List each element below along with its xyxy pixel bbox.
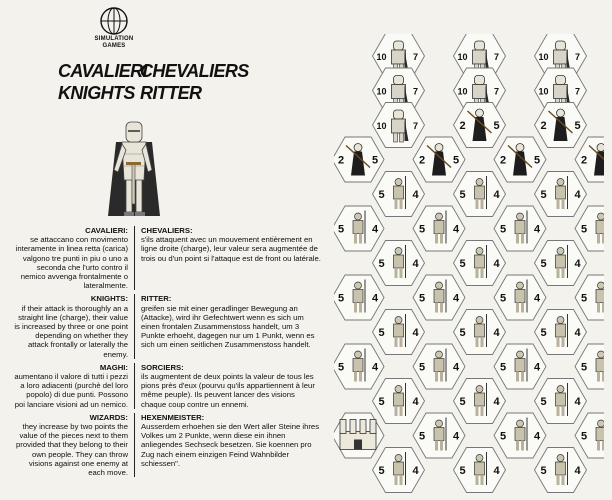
- piece-value-left: 5: [418, 430, 426, 443]
- piece-value-right: 4: [533, 430, 541, 443]
- hex-counter-soldier: [413, 413, 465, 458]
- rule-right-heading: RITTER:: [141, 294, 172, 304]
- piece-value-left: 5: [499, 430, 507, 443]
- piece-value-left: 10: [376, 52, 387, 62]
- rule-left-text: aumentano il valore di tutti i pezzi a loro adiacenti (purchè del loro popolo) di due punti. Possono poi lanciare visioni ad un nemico.: [14, 372, 128, 409]
- hex-counter-soldier: [494, 413, 546, 458]
- piece-value-left: 10: [538, 86, 549, 97]
- piece-value-left: 5: [499, 223, 507, 236]
- rule-left-heading: CAVALIERI:: [85, 226, 128, 235]
- piece-value-left: 2: [337, 154, 345, 167]
- title-french: CHEVALIERS: [140, 61, 249, 81]
- piece-value-right: 4: [412, 396, 419, 408]
- hex-counter-soldier: [535, 379, 587, 424]
- hex-counter-soldier: [494, 275, 546, 320]
- piece-value-right: 4: [493, 465, 500, 477]
- piece-value-left: 2: [540, 120, 547, 132]
- rule-left-heading: KNIGHTS:: [90, 294, 128, 304]
- piece-value-right: 4: [574, 465, 581, 477]
- rule-row: [14, 363, 330, 409]
- logo-line-2: GAMES: [102, 43, 126, 49]
- rule-right-text: Ausserdem erhoehen sie den Wert aller Steine ihres Volkes um 2 Punkte, wenn diese ein ihnen anliegendes Sechseck besetzen. Sie koennen pro Zug nach einem einzigen Feind Wahnbilder schiessen".: [141, 422, 320, 468]
- piece-value-right: 4: [574, 258, 581, 270]
- hex-counter-soldier: [334, 206, 384, 251]
- piece-value-left: 5: [459, 258, 466, 270]
- piece-value-left: 5: [459, 465, 466, 477]
- piece-value-left: 5: [499, 292, 507, 305]
- rule-left-text: if their attack is thoroughly an a straight line (charge), their value is increased by three or one point depending on whether they attack frontally or laterally the enemy.: [14, 303, 128, 359]
- piece-value-left: 5: [418, 223, 426, 236]
- hex-counter-soldier: [454, 310, 506, 355]
- piece-value-right: 4: [574, 327, 581, 339]
- rule-right-text: greifen sie mit einer geradlinger Bewegung an (Attacke), wird ihr Gefechtwert wenn es sich um einen frontalen Zusammenstoss handelt, um 3 Punkte erhoeht, dagegen nur um 1 Punkt, wenn es sich um einen seitlichen Zusammenstoss handelt.: [141, 303, 315, 350]
- hex-counter-wizard: [575, 137, 604, 182]
- hex-counter-soldier: [454, 172, 506, 217]
- logo-line-1: SIMULATION: [94, 36, 134, 42]
- hex-counter-soldier: [334, 344, 384, 389]
- hex-counter-soldier: [575, 275, 604, 320]
- hex-counter-soldier: [373, 172, 425, 217]
- piece-value-right: 4: [412, 465, 419, 477]
- hex-counter-soldier: [535, 310, 587, 355]
- piece-value-right: 5: [493, 120, 500, 132]
- piece-value-right: 4: [452, 292, 460, 305]
- title-italian: CAVALIERI: [58, 61, 147, 81]
- piece-value-right: 4: [493, 258, 500, 270]
- hex-counter-soldier: [373, 448, 425, 493]
- piece-value-right: 4: [574, 396, 581, 408]
- hex-counter-wizard: [535, 103, 587, 148]
- piece-value-left: 2: [459, 120, 466, 132]
- piece-value-right: 4: [533, 223, 541, 236]
- piece-value-right: 4: [533, 292, 541, 305]
- rule-left-heading: WIZARDS:: [89, 412, 128, 422]
- piece-value-left: 10: [457, 52, 468, 62]
- rule-right-heading: HEXENMEISTER:: [141, 412, 205, 422]
- rule-left-text: se attaccano con movimento interamente in linea retta (carica) valgono tre punti in piu o uno a seconda che l'urto contro il nemico avvenga frontalmente o lateralmente.: [15, 235, 128, 291]
- piece-value-right: 4: [493, 396, 500, 408]
- hex-counter-wizard: [454, 103, 506, 148]
- piece-value-left: 5: [540, 327, 547, 339]
- piece-value-left: 5: [378, 465, 385, 477]
- rule-left-heading: MAGHI:: [99, 362, 128, 372]
- hex-counter-castle: [334, 413, 384, 458]
- rule-row: [14, 226, 330, 290]
- piece-value-right: 4: [493, 327, 500, 339]
- piece-value-right: 4: [412, 327, 419, 339]
- piece-value-right: 5: [452, 154, 460, 167]
- hex-counter-soldier: [454, 448, 506, 493]
- piece-value-right: 4: [371, 223, 379, 236]
- title-german: RITTER: [140, 83, 202, 103]
- piece-value-right: 4: [493, 189, 500, 201]
- hex-counter-soldier: [413, 206, 465, 251]
- piece-value-left: 5: [580, 361, 588, 374]
- hex-counter-soldier: [454, 241, 506, 286]
- piece-value-left: 5: [378, 189, 385, 201]
- piece-value-right: 5: [533, 154, 541, 167]
- piece-value-right: 7: [412, 86, 419, 97]
- hex-counter-soldier: [334, 275, 384, 320]
- piece-value-left: 10: [376, 121, 387, 131]
- hex-counter-sheet: [334, 34, 604, 494]
- piece-value-right: 5: [371, 154, 379, 167]
- piece-value-left: 5: [499, 361, 507, 374]
- piece-value-left: 5: [540, 258, 547, 270]
- piece-value-right: 7: [412, 52, 419, 62]
- piece-value-right: 4: [452, 223, 460, 236]
- hex-counter-wizard: [413, 137, 465, 182]
- piece-value-left: 2: [580, 154, 588, 167]
- hex-counter-soldier: [373, 379, 425, 424]
- piece-value-left: 5: [378, 396, 385, 408]
- hex-counter-soldier: [535, 448, 587, 493]
- rule-right-heading: SORCIERS:: [141, 362, 184, 372]
- piece-value-right: 5: [574, 120, 581, 132]
- piece-value-left: 10: [457, 86, 468, 97]
- hex-counter-soldier: [413, 344, 465, 389]
- piece-value-left: 10: [538, 52, 549, 62]
- piece-value-right: 4: [371, 361, 379, 374]
- piece-value-left: 5: [337, 223, 345, 236]
- piece-value-right: 4: [412, 258, 419, 270]
- piece-value-left: 5: [378, 258, 385, 270]
- rule-right-heading: CHEVALIERS:: [141, 226, 193, 235]
- rule-right-text: ils augmentent de deux points la valeur de tous les pions près d'eux (pourvu qu'ils appartiennent à leur même peuple). Ils peuvent lancer des visions chaque coup contre un ennemi.: [141, 372, 315, 409]
- knight-illustration: [106, 112, 162, 227]
- hex-counter-soldier: [575, 344, 604, 389]
- piece-value-right: 7: [493, 52, 500, 62]
- piece-value-left: 10: [376, 86, 387, 97]
- rule-row: [14, 294, 330, 358]
- piece-value-left: 5: [459, 327, 466, 339]
- piece-value-left: 5: [580, 430, 588, 443]
- rule-right-text: s'ils attaquent avec un mouvement entièrement en ligne droite (charge), leur valeur sera augmentée de trois ou d'un point si l'attaque est de front ou latérale.: [141, 235, 321, 263]
- piece-value-left: 5: [540, 396, 547, 408]
- hex-counter-wizard: [334, 137, 384, 182]
- piece-value-left: 5: [580, 292, 588, 305]
- hex-counter-soldier: [413, 275, 465, 320]
- piece-value-left: 5: [337, 292, 345, 305]
- hex-counter-soldier: [535, 241, 587, 286]
- piece-value-right: 4: [412, 189, 419, 201]
- hex-counter-wizard: [494, 137, 546, 182]
- piece-value-left: 5: [459, 396, 466, 408]
- piece-value-right: 7: [493, 86, 500, 97]
- piece-value-left: 5: [459, 189, 466, 201]
- hex-counter-soldier: [535, 172, 587, 217]
- piece-value-left: 2: [499, 154, 507, 167]
- piece-value-left: 5: [418, 292, 426, 305]
- title-english: KNIGHTS: [58, 83, 135, 103]
- hex-counter-soldier: [454, 379, 506, 424]
- piece-value-left: 5: [540, 189, 547, 201]
- piece-value-right: 4: [452, 361, 460, 374]
- hex-counter-soldier: [373, 241, 425, 286]
- globe-icon: [99, 6, 129, 36]
- piece-value-left: 5: [337, 361, 345, 374]
- piece-value-right: 7: [412, 121, 419, 131]
- piece-value-right: 7: [574, 86, 581, 97]
- piece-value-right: 4: [371, 292, 379, 305]
- hex-counter-soldier: [494, 344, 546, 389]
- hex-counter-soldier: [373, 310, 425, 355]
- piece-value-left: 5: [540, 465, 547, 477]
- rules-text: [14, 226, 330, 481]
- piece-value-left: 5: [418, 361, 426, 374]
- hex-counter-soldier: [575, 413, 604, 458]
- piece-value-left: 5: [580, 223, 588, 236]
- rule-row: [14, 413, 330, 477]
- piece-value-left: 2: [418, 154, 426, 167]
- rule-left-text: they increase by two points the value of the pieces next to them provided that they belong to their own people. They can throw visions against one enemy at each move.: [16, 422, 128, 478]
- piece-value-right: 4: [452, 430, 460, 443]
- piece-value-left: 5: [378, 327, 385, 339]
- piece-value-right: 4: [533, 361, 541, 374]
- title-block: [58, 60, 249, 104]
- piece-value-right: 4: [574, 189, 581, 201]
- simulation-games-logo: [84, 6, 144, 50]
- hex-counter-soldier: [575, 206, 604, 251]
- piece-value-right: 7: [574, 52, 581, 62]
- hex-counter-soldier: [494, 206, 546, 251]
- hex-counter-knight: [373, 103, 425, 148]
